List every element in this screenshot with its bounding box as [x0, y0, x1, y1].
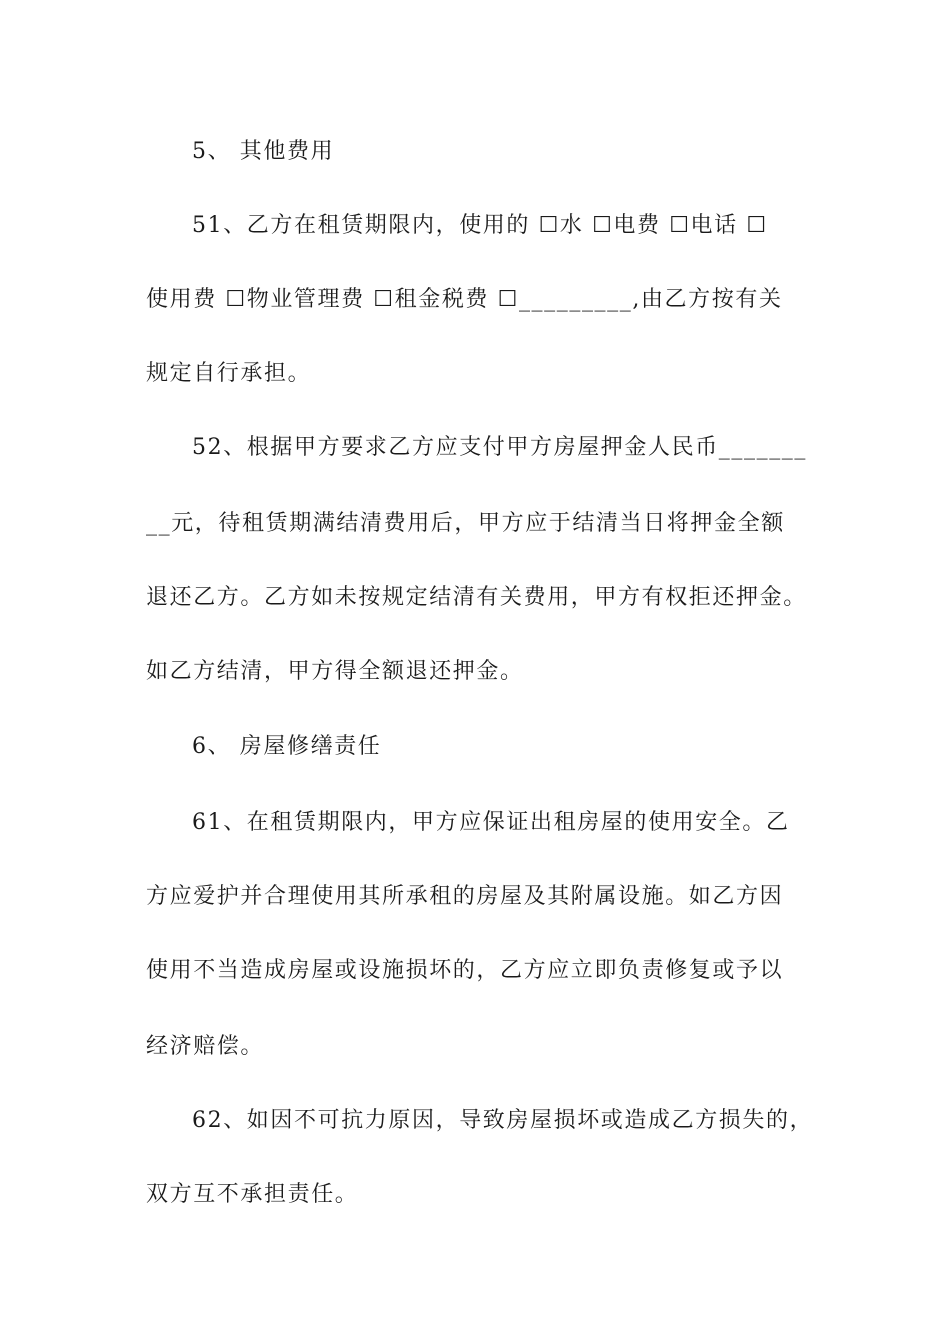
clause-62-line-2: 双方互不承担责任。	[146, 1182, 359, 1207]
clause-52-line-2: __元，待租赁期满结清费用后，甲方应于结清当日将押金全额	[146, 511, 785, 536]
clause-61-line-2: 方应爱护并合理使用其所承租的房屋及其附属设施。如乙方因	[146, 884, 784, 909]
section-heading-other-fees: 5、 其他费用	[192, 139, 335, 164]
clause-61-line-1: 61、在租赁期限内，甲方应保证出租房屋的使用安全。乙	[192, 810, 790, 835]
clause-52-line-1: 52、根据甲方要求乙方应支付甲方房屋押金人民币_______	[192, 435, 807, 460]
clause-51-line-3: 规定自行承担。	[146, 361, 312, 386]
section-heading-repair-responsibility: 6、 房屋修缮责任	[192, 734, 382, 759]
clause-52-line-3: 退还乙方。乙方如未按规定结清有关费用，甲方有权拒还押金。	[146, 585, 807, 610]
clause-61-line-4: 经济赔偿。	[146, 1034, 265, 1059]
clause-61-line-3: 使用不当造成房屋或设施损坏的，乙方应立即负责修复或予以	[146, 958, 784, 983]
clause-51-line-1: 51、乙方在租赁期限内，使用的 ☐水 ☐电费 ☐电话 ☐	[192, 213, 768, 238]
clause-62-line-1: 62、如因不可抗力原因，导致房屋损坏或造成乙方损失的，	[192, 1108, 814, 1133]
clause-52-line-4: 如乙方结清，甲方得全额退还押金。	[146, 659, 524, 684]
clause-51-line-2: 使用费 ☐物业管理费 ☐租金税费 ☐_________,由乙方按有关	[146, 287, 783, 312]
